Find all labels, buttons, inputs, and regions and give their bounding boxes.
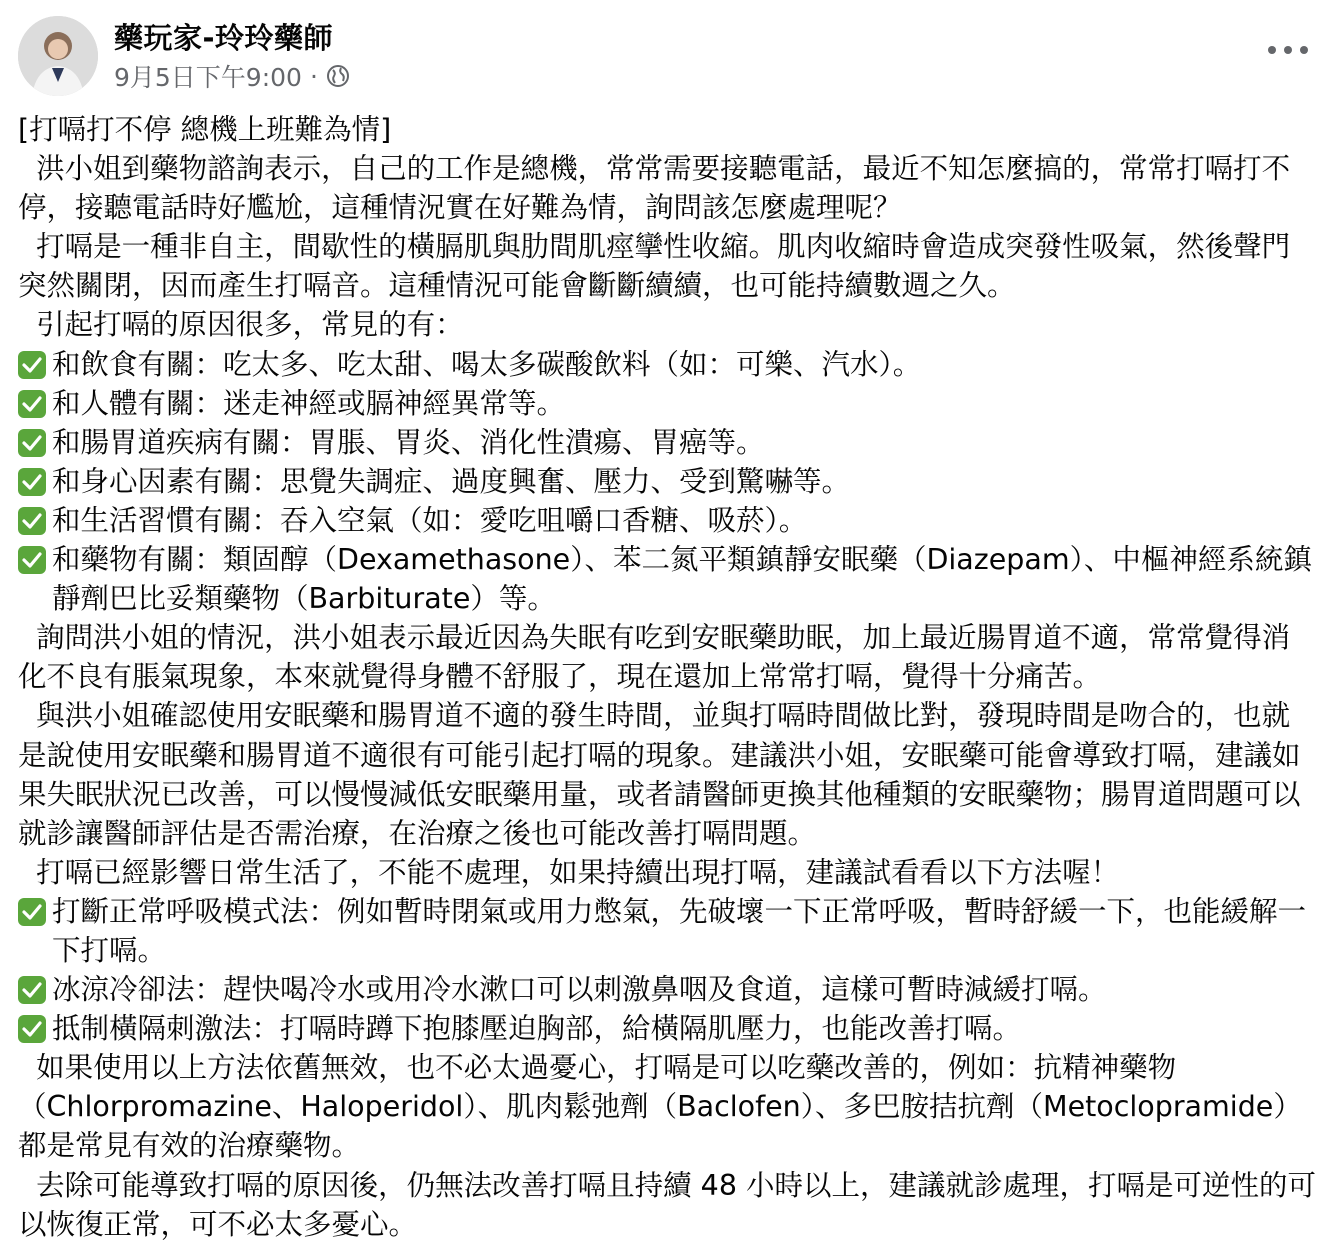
checklist-item-text: 和飲食有關：吃太多、吃太甜、喝太多碳酸飲料（如：可樂、汽水）。: [52, 347, 922, 381]
post-paragraph: 如果使用以上方法依舊無效，也不必太過憂心，打嗝是可以吃藥改善的，例如：抗精神藥物（Chlorpromazine、Haloperidol）、肌肉鬆弛劑（Baclofen）、多巴胺拮抗劑（Metoclopramide）都是常見有效的治療藥物。: [18, 1051, 1302, 1163]
post-paragraph: 打嗝已經影響日常生活了，不能不處理，如果持續出現打嗝，建議試看看以下方法喔！: [18, 855, 1120, 889]
checklist-item-text: 和腸胃道疾病有關：胃脹、胃炎、消化性潰瘍、胃癌等。: [52, 425, 765, 459]
post-paragraph: 打嗝是一種非自主，間歇性的橫膈肌與肋間肌痙攣性收縮。肌肉收縮時會造成突發性吸氣，然後聲門突然關閉，因而產生打嗝音。這種情況可能會斷斷續續，也可能持續數週之久。: [18, 230, 1291, 303]
check-mark-icon: [18, 1015, 46, 1043]
post-paragraph: 洪小姐到藥物諮詢表示，自己的工作是總機，常常需要接聽電話，最近不知怎麼搞的，常常打嗝打不停，接聽電話時好尷尬，這種情況實在好難為情，詢問該怎麼處理呢？: [18, 152, 1291, 225]
check-mark-icon: [18, 898, 46, 926]
checklist-item-text: 冰涼冷卻法：趕快喝冷水或用冷水漱口可以刺激鼻咽及食道，這樣可暫時減緩打嗝。: [52, 973, 1107, 1007]
check-mark-icon: [18, 468, 46, 496]
author-name[interactable]: 藥玩家-玲玲藥師: [114, 21, 334, 55]
post-body: [18, 110, 1316, 1244]
post-meta: [114, 58, 350, 94]
post-paragraph: 去除可能導致打嗝的原因後，仍無法改善打嗝且持續 48 小時以上，建議就診處理，打嗝是可逆性的可以恢復正常，可不必太多憂心。: [18, 1168, 1317, 1241]
checklist-item: [18, 462, 1316, 501]
checklist-item-text: 和人體有關：迷走神經或膈神經異常等。: [52, 386, 566, 420]
checklist-item: [18, 970, 1316, 1009]
checklist-item: [18, 540, 1316, 618]
checklist-item: [18, 384, 1316, 423]
timestamp[interactable]: 9月5日下午9:00: [114, 63, 302, 92]
checklist-item-text: 和藥物有關：類固醇（Dexamethasone）、苯二氮平類鎮靜安眠藥（Diazepam）、中樞神經系統鎮靜劑巴比妥類藥物（Barbiturate）等。: [52, 543, 1312, 616]
checklist-item-text: 和生活習慣有關：吞入空氣（如：愛吃咀嚼口香糖、吸菸）。: [52, 503, 808, 537]
more-options-icon[interactable]: [1268, 38, 1308, 62]
avatar-image: [18, 16, 98, 96]
checklist-item-text: 和身心因素有關：思覺失調症、過度興奮、壓力、受到驚嚇等。: [52, 464, 851, 498]
separator: ·: [309, 61, 318, 91]
check-mark-icon: [18, 390, 46, 418]
check-mark-icon: [18, 976, 46, 1004]
post-paragraph: 引起打嗝的原因很多，常見的有：: [18, 308, 464, 342]
checklist-item: [18, 501, 1316, 540]
post-paragraph: 詢問洪小姐的情況，洪小姐表示最近因為失眠有吃到安眠藥助眠，加上最近腸胃道不適，常常覺得消化不良有脹氣現象，本來就覺得身體不舒服了，現在還加上常常打嗝，覺得十分痛苦。: [18, 621, 1291, 694]
check-mark-icon: [18, 546, 46, 574]
check-mark-icon: [18, 429, 46, 457]
checklist-item-text: 抵制橫隔刺激法：打嗝時蹲下抱膝壓迫胸部，給橫隔肌壓力，也能改善打嗝。: [52, 1012, 1022, 1046]
post-paragraph: [打嗝打不停 總機上班難為情]: [18, 113, 392, 146]
checklist-item-text: 打斷正常呼吸模式法：例如暫時閉氣或用力憋氣，先破壞一下正常呼吸，暫時舒緩一下，也能緩解一下打嗝。: [52, 894, 1307, 967]
globe-icon[interactable]: [326, 64, 350, 88]
checklist-item: [18, 345, 1316, 384]
check-mark-icon: [18, 351, 46, 379]
avatar[interactable]: [18, 16, 98, 96]
post-paragraph: 與洪小姐確認使用安眠藥和腸胃道不適的發生時間，並與打嗝時間做比對，發現時間是吻合的，也就是說使用安眠藥和腸胃道不適很有可能引起打嗝的現象。建議洪小姐，安眠藥可能會導致打嗝，建議如果失眠狀況已改善，可以慢慢減低安眠藥用量，或者請醫師更換其他種類的安眠藥物；腸胃道問題可以就診讓醫師評估是否需治療，在治療之後也可能改善打嗝問題。: [18, 699, 1301, 850]
post-header: [18, 12, 1314, 96]
checklist-item: [18, 1009, 1316, 1048]
checklist-item: [18, 423, 1316, 462]
checklist-item: [18, 892, 1316, 970]
check-mark-icon: [18, 507, 46, 535]
